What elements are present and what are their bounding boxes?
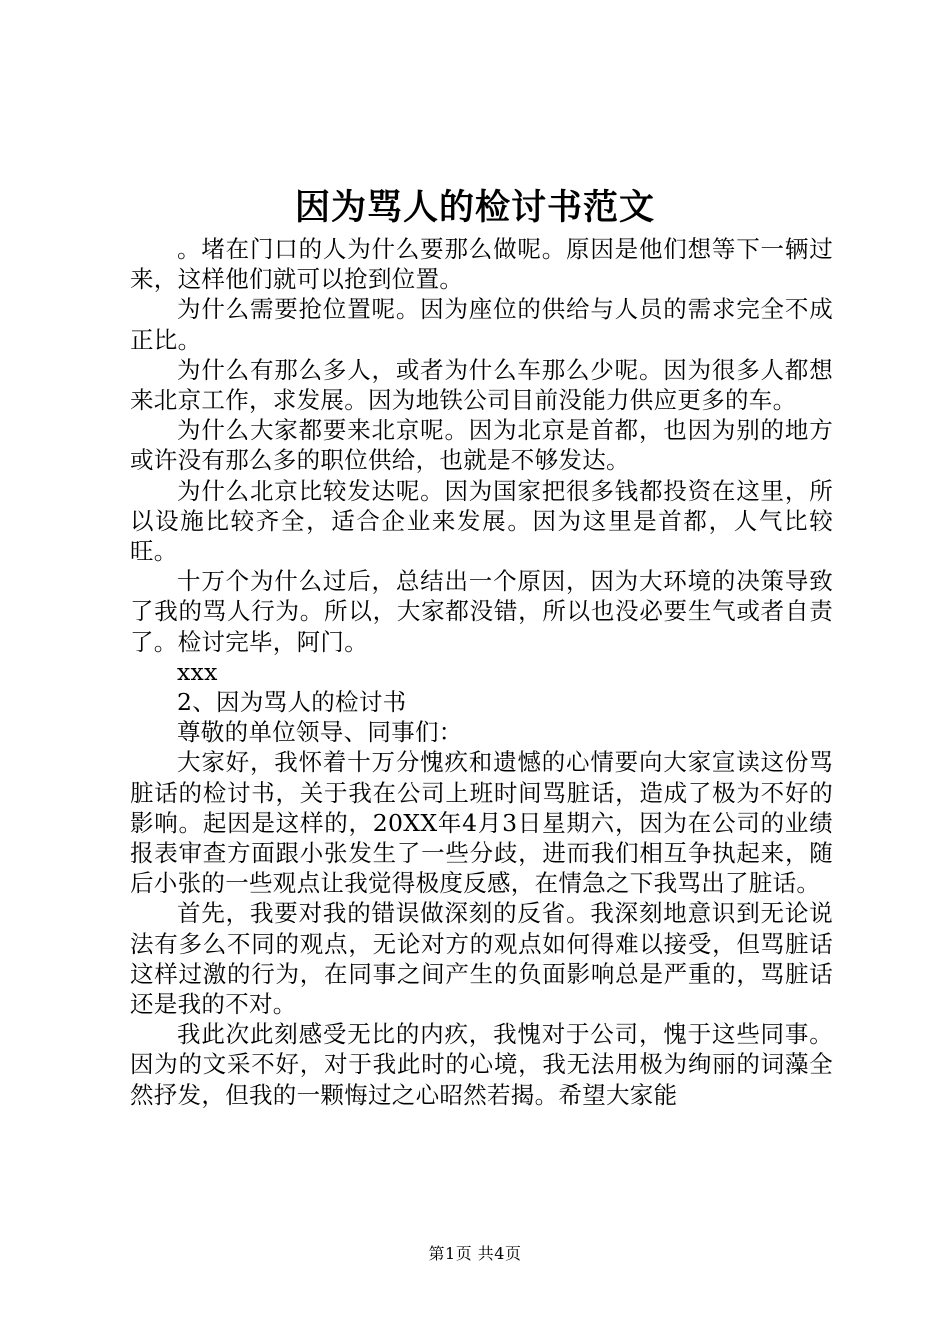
paragraph: 为什么有那么多人，或者为什么车那么少呢。因为很多人都想来北京工作，求发展。因为地铁公司目前没能力供应更多的车。 bbox=[130, 355, 833, 415]
paragraph: 十万个为什么过后，总结出一个原因，因为大环境的决策导致了我的骂人行为。所以，大家都没错，所以也没必要生气或者自责了。检讨完毕，阿门。 bbox=[130, 567, 833, 656]
document-body bbox=[130, 234, 833, 1110]
paragraph: 大家好，我怀着十万分愧疚和遗憾的心情要向大家宣读这份骂脏话的检讨书，关于我在公司上班时间骂脏话，造成了极为不好的影响。起因是这样的，20XX年4月3日星期六，因为在公司的业绩报表审查方面跟小张发生了一些分歧，进而我们相互争执起来，随后小张的一些观点让我觉得极度反感，在情急之下我骂出了脏话。 bbox=[130, 748, 833, 898]
document-title: 因为骂人的检讨书范文 bbox=[294, 187, 655, 228]
paragraph: 。堵在门口的人为什么要那么做呢。原因是他们想等下一辆过来，这样他们就可以抢到位置。 bbox=[130, 235, 833, 294]
paragraph: 为什么大家都要来北京呢。因为北京是首都，也因为别的地方或许没有那么多的职位供给，也就是不够发达。 bbox=[130, 416, 833, 475]
paragraph: 我此次此刻感受无比的内疚，我愧对于公司，愧于这些同事。因为的文采不好，对于我此时的心境，我无法用极为绚丽的词藻全然抒发，但我的一颗悔过之心昭然若揭。希望大家能 bbox=[130, 1020, 833, 1109]
paragraph: 为什么需要抢位置呢。因为座位的供给与人员的需求完全不成正比。 bbox=[130, 295, 833, 354]
paragraph: 为什么北京比较发达呢。因为国家把很多钱都投资在这里，所以设施比较齐全，适合企业来发展。因为这里是首都，人气比较旺。 bbox=[130, 476, 833, 566]
page-number-footer: 第1页 共4页 bbox=[428, 1244, 522, 1263]
paragraph: 首先，我要对我的错误做深刻的反省。我深刻地意识到无论说法有多么不同的观点，无论对方的观点如何得难以接受，但骂脏话这样过激的行为，在同事之间产生的负面影响总是严重的，骂脏话还是我的不对。 bbox=[130, 899, 833, 1019]
salutation: 尊敬的单位领导、同事们： bbox=[177, 718, 463, 747]
signature: xxx bbox=[177, 657, 218, 686]
section-heading: 2、因为骂人的检讨书 bbox=[177, 688, 407, 717]
